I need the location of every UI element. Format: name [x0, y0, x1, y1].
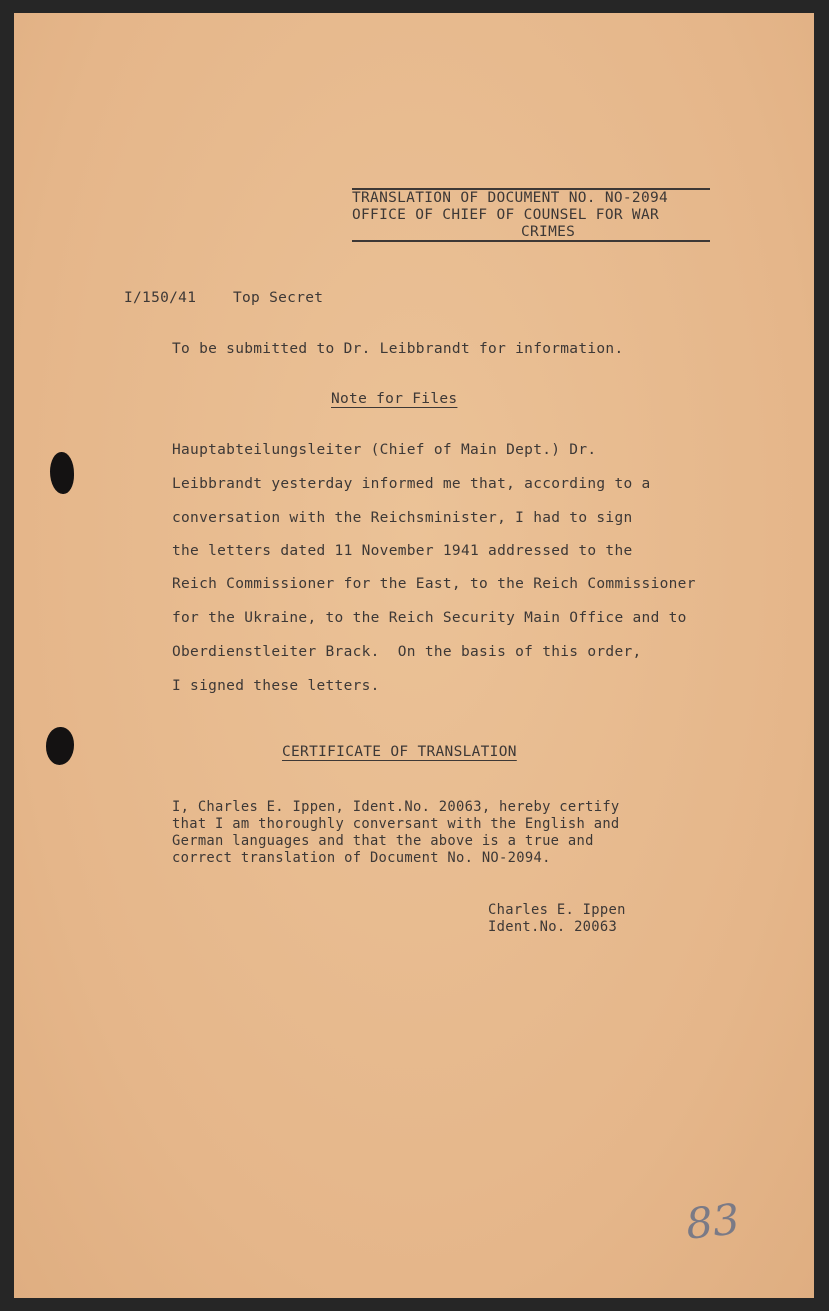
reference-number: I/150/41 [124, 290, 197, 306]
body-line-7: Oberdienstleiter Brack. On the basis of this order, [172, 644, 642, 660]
note-title: Note for Files [331, 391, 458, 407]
body-line-1: Hauptabteilungsleiter (Chief of Main Dept.) Dr. [172, 442, 597, 458]
punch-hole-top [50, 452, 74, 494]
header-rule-bottom [352, 240, 710, 242]
certificate-line-1: I, Charles E. Ippen, Ident.No. 20063, hereby certify [172, 799, 620, 815]
certificate-line-4: correct translation of Document No. NO-2094. [172, 850, 551, 866]
document-page [14, 13, 814, 1298]
body-line-3: conversation with the Reichsminister, I had to sign [172, 510, 633, 526]
signature-ident: Ident.No. 20063 [488, 919, 618, 935]
certificate-line-2: that I am thoroughly conversant with the English and [172, 816, 620, 832]
header-line-1: TRANSLATION OF DOCUMENT NO. NO-2094 [352, 190, 669, 206]
body-line-4: the letters dated 11 November 1941 addressed to the [172, 543, 633, 559]
classification: Top Secret [233, 290, 324, 306]
submission-line: To be submitted to Dr. Leibbrandt for information. [172, 341, 624, 357]
header-line-3: CRIMES [521, 224, 576, 240]
certificate-line-3: German languages and that the above is a true and [172, 833, 594, 849]
body-line-8: I signed these letters. [172, 678, 380, 694]
punch-hole-bottom [46, 727, 74, 765]
handwritten-page-number: 83 [683, 1194, 742, 1249]
header-line-2: OFFICE OF CHIEF OF COUNSEL FOR WAR [352, 207, 660, 223]
body-line-6: for the Ukraine, to the Reich Security Main Office and to [172, 610, 687, 626]
signature-name: Charles E. Ippen [488, 902, 626, 918]
body-line-2: Leibbrandt yesterday informed me that, according to a [172, 476, 651, 492]
body-line-5: Reich Commissioner for the East, to the Reich Commissioner [172, 576, 696, 592]
certificate-title: CERTIFICATE OF TRANSLATION [282, 744, 517, 760]
